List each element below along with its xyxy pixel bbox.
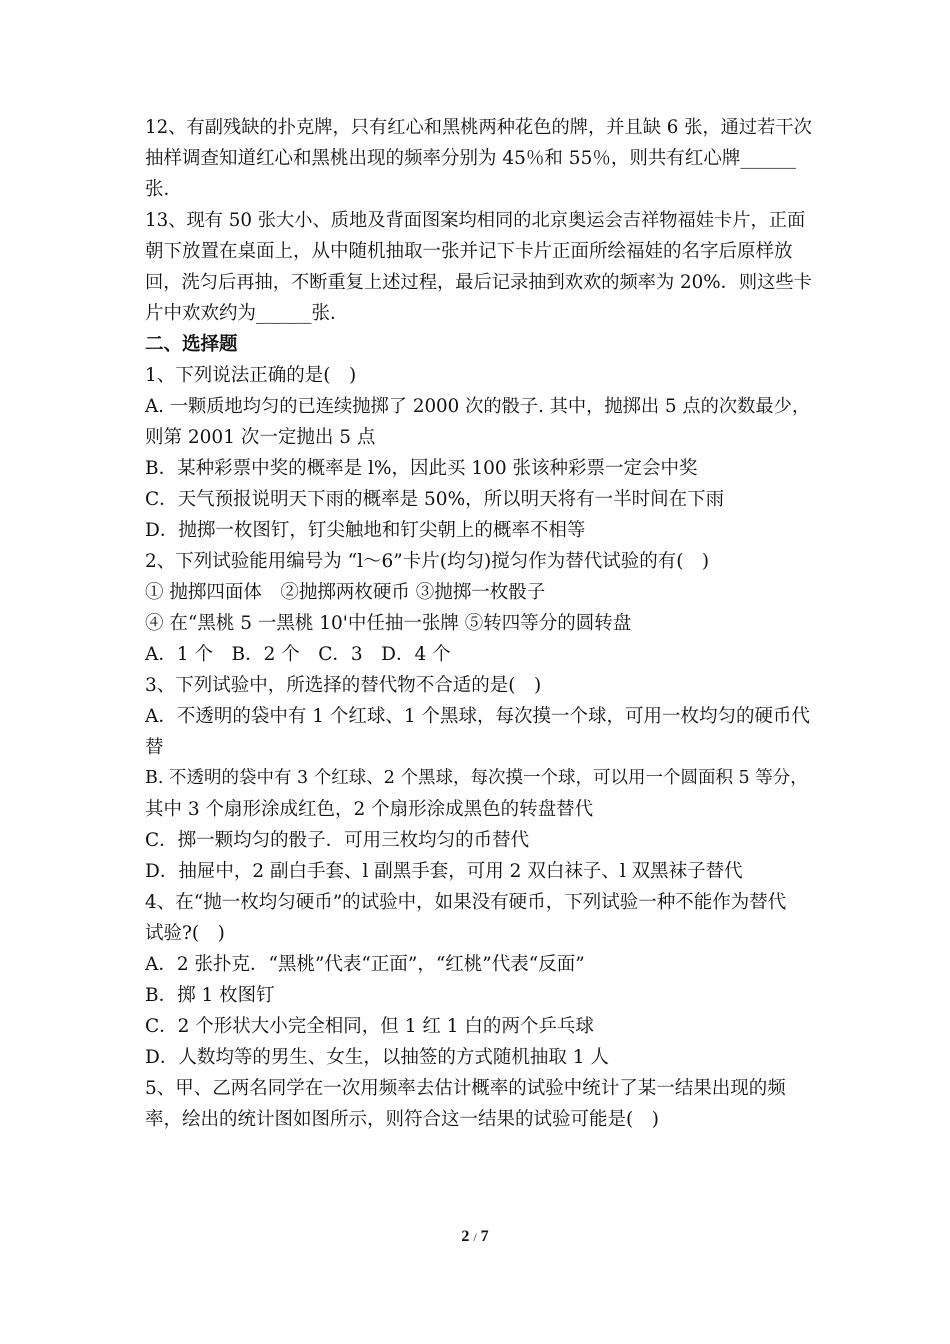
text-line: B. 不透明的袋中有 3 个红球、2 个黑球，每次摸一个球，可以用一个圆面积 5 等分， [145,768,808,788]
text-line: 张． [145,179,183,200]
text-line: 2、下列试验能用编号为 “l～6”卡片(均匀)搅匀作为替代试验的有( ) [145,551,710,572]
text-line: 4、在“抛一枚均匀硬币”的试验中，如果没有硬币，下列试验一种不能作为替代 [145,892,787,913]
text-line: ① 抛掷四面体 ②抛掷两枚硬币 ③抛掷一枚骰子 [145,582,546,603]
text-line: 则第 2001 次一定抛出 5 点 [145,427,376,448]
current-page-number: 2 [461,1228,470,1245]
text-line: C．天气预报说明天下雨的概率是 50%，所以明天将有一半时间在下雨 [145,489,725,510]
text-line: D．抛掷一枚图钉，钉尖触地和钉尖朝上的概率不相等 [145,520,586,541]
text-line: 13、现有 50 张大小、质地及背面图案均相同的北京奥运会吉祥物福娃卡片，正面 [145,210,806,231]
text-line: 替 [145,737,164,758]
text-line: B．某种彩票中奖的概率是 l%，因此买 100 张该种彩票一定会中奖 [145,458,698,479]
text-line: 抽样调查知道红心和黑桃出现的频率分别为 45％和 55％，则共有红心牌______ [145,148,796,169]
text-line: D．抽屉中，2 副白手套、l 副黑手套，可用 2 双白袜子、l 双黑袜子替代 [145,861,743,882]
text-line: 率，绘出的统计图如图所示，则符合这一结果的试验可能是( ) [145,1109,659,1130]
text-line: C．2 个形状大小完全相同，但 1 红 1 白的两个乒乓球 [145,1016,594,1037]
text-line: 3、下列试验中，所选择的替代物不合适的是( ) [145,675,542,696]
total-page-count: 7 [480,1228,489,1245]
text-line: 回，洗匀后再抽，不断重复上述过程，最后记录抽到欢欢的频率为 20%．则这些卡 [145,272,812,293]
text-line: ④ 在“黑桃 5 一黑桃 10'中任抽一张牌 ⑤转四等分的圆转盘 [145,613,632,634]
text-line: 5、甲、乙两名同学在一次用频率去估计概率的试验中统计了某一结果出现的频 [145,1078,786,1099]
text-line: 片中欢欢约为______张． [145,303,349,324]
text-line: D．人数均等的男生、女生，以抽签的方式随机抽取 1 人 [145,1047,609,1068]
text-line: 其中 3 个扇形涂成红色，2 个扇形涂成黑色的转盘替代 [145,799,594,820]
text-line: A．2 张扑克．“黑桃”代表“正面”，“红桃”代表“反面” [145,954,585,975]
text-line: C．掷一颗均匀的骰子．可用三枚均匀的币替代 [145,830,530,851]
text-line: 12、有副残缺的扑克牌，只有红心和黑桃两种花色的牌，并且缺 6 张，通过若干次 [145,117,812,138]
text-line: 朝下放置在桌面上，从中随机抽取一张并记下卡片正面所绘福娃的名字后原样放 [145,241,793,262]
page-separator: / [473,1230,477,1244]
page-footer [0,1228,950,1246]
text-line: A．1 个 B．2 个 C．3 D．4 个 [145,644,451,665]
text-line: 试验?( ) [145,923,225,944]
text-line: A. 一颗质地均匀的已连续抛掷了 2000 次的骰子. 其中，抛掷出 5 点的次数最少， [145,396,811,417]
text-line: A．不透明的袋中有 1 个红球、1 个黑球，每次摸一个球，可用一枚均匀的硬币代 [145,706,811,727]
text-line: B．掷 1 枚图钉 [145,985,275,1006]
page-content [145,112,813,1135]
section-heading: 二、选择题 [145,334,238,355]
text-line: 1、下列说法正确的是( ) [145,365,357,386]
